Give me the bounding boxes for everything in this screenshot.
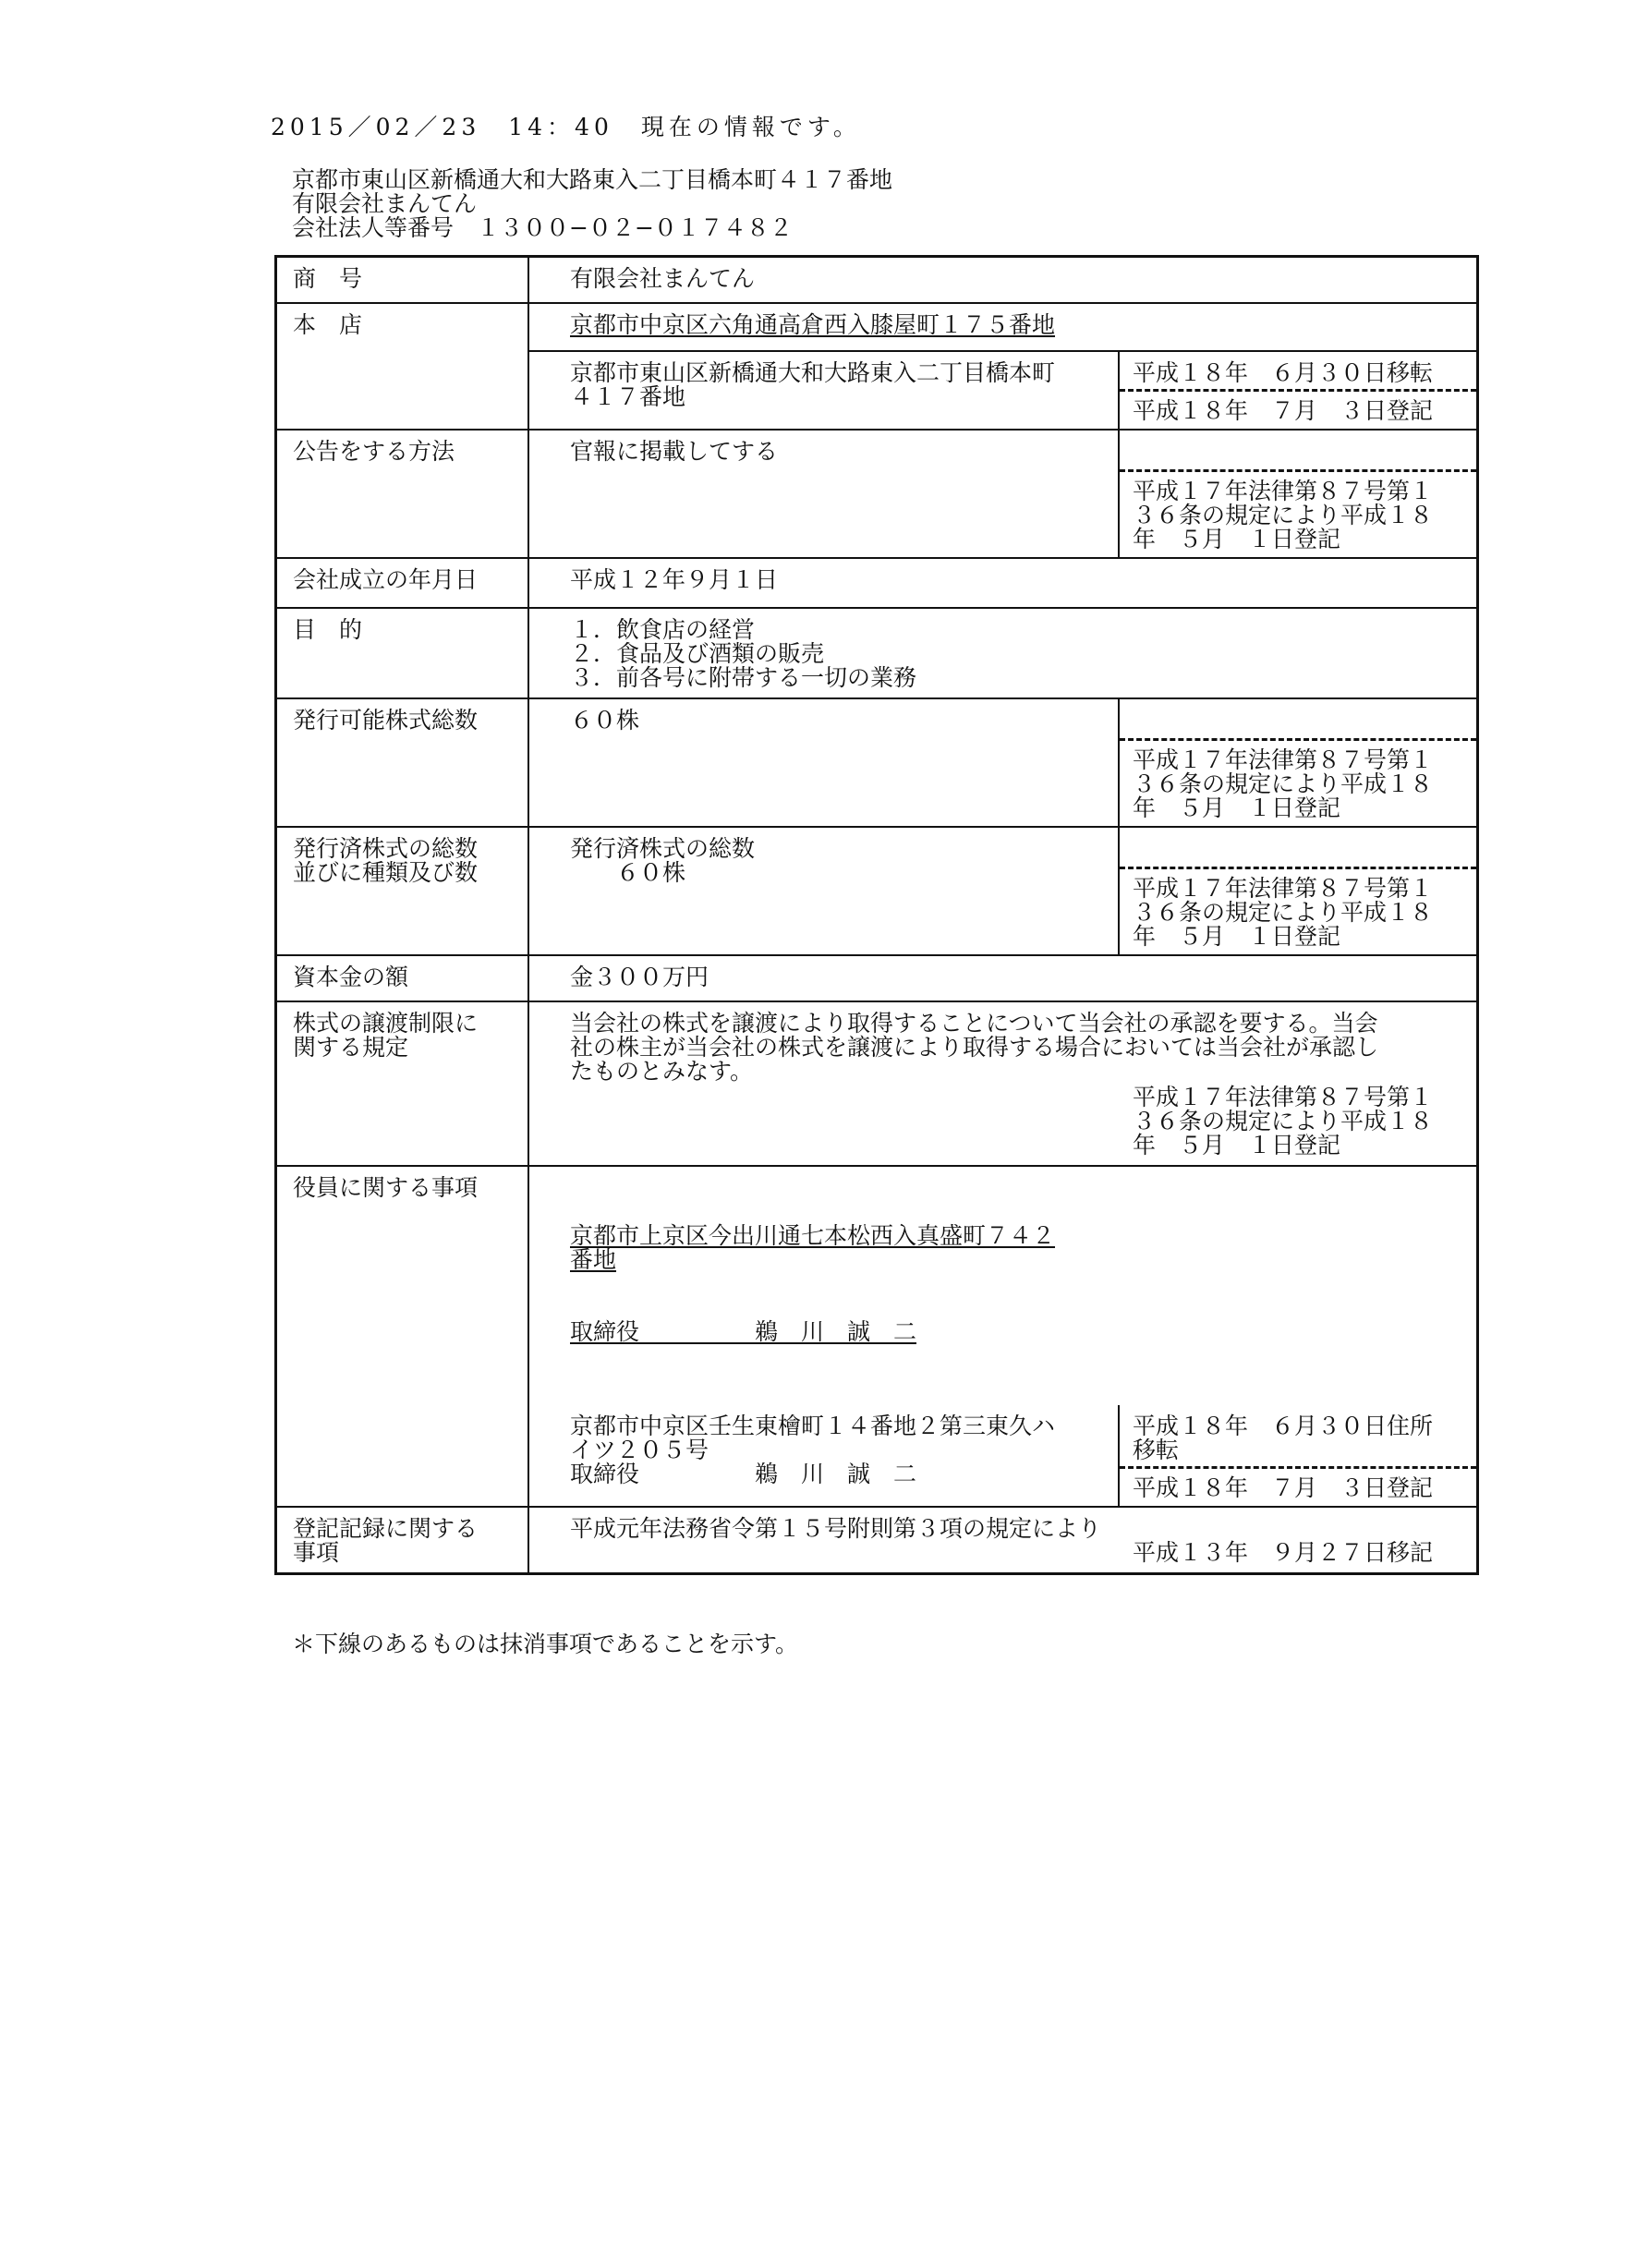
value-trade-name: 有限会社まんてん [570, 265, 756, 292]
cell-issued-shares [528, 827, 1478, 955]
label-transfer-restriction: 株式の譲渡制限に 関する規定 [276, 1001, 529, 1166]
row-head-office [276, 303, 1478, 430]
row-established [276, 558, 1478, 608]
cell-public-notice [528, 430, 1478, 558]
value-authorized-shares: ６０株 [570, 707, 640, 734]
row-officers [276, 1166, 1478, 1507]
label-records: 登記記録に関する 事項 [276, 1507, 529, 1574]
officers-old [529, 1167, 1476, 1405]
header-company-name: 有限会社まんてん [292, 190, 478, 217]
head-office-old-address: 京都市中京区六角通高倉西入膝屋町１７５番地 [570, 311, 1056, 338]
footnote: ＊下線のあるものは抹消事項であることを示す。 [292, 1631, 799, 1657]
row-trade-name [276, 257, 1478, 304]
officers-dates [1118, 1405, 1476, 1506]
cell-purpose [528, 608, 1478, 698]
label-public-notice: 公告をする方法 [276, 430, 529, 558]
label-trade-name: 商 号 [276, 257, 529, 304]
label-head-office: 本 店 [276, 303, 529, 430]
cell-officers [528, 1166, 1478, 1507]
transfer-restriction-date: 平成１７年法律第８７号第１ ３６条の規定により平成１８ 年 ５月 １日登記 [1133, 1084, 1434, 1158]
print-timestamp: 2015／02／23 14：40 現在の情報です。 [271, 114, 861, 140]
header-corporate-number: 会社法人等番号 １３００−０２−０１７４８２ [292, 214, 793, 241]
head-office-new-address: 京都市東山区新橋通大和大路東入二丁目橋本町 ４１７番地 [570, 359, 1056, 410]
value-transfer-restriction: 当会社の株式を譲渡により取得することについて当会社の承認を要する。当会 社の株主が当会社の株式を譲渡により取得する場合においては当会社が承認し たものとみなす。 [570, 1010, 1379, 1085]
cell-records [528, 1507, 1478, 1574]
head-office-registration-date: 平成１８年 ７月 ３日登記 [1120, 389, 1476, 429]
officer-move-date: 平成１８年 ６月３０日住所 移転 [1133, 1413, 1434, 1463]
issued-shares-date-blank [1120, 828, 1476, 867]
transfer-restriction-date-wrap [529, 1085, 1476, 1165]
head-office-new [529, 350, 1476, 429]
cell-head-office [528, 303, 1478, 430]
officers-old-block [529, 1167, 1476, 1405]
authorized-shares-date-blank [1120, 699, 1476, 738]
authorized-shares-registration: 平成１７年法律第８７号第１ ３６条の規定により平成１８ 年 ５月 １日登記 [1120, 738, 1476, 826]
value-issued-shares: 発行済株式の総数 ６０株 [570, 835, 756, 886]
row-purpose [276, 608, 1478, 698]
label-officers: 役員に関する事項 [276, 1166, 529, 1507]
head-office-dates [1118, 352, 1476, 429]
cell-capital [528, 955, 1478, 1001]
issued-shares-sub [529, 828, 1476, 954]
authorized-shares-dates [1118, 699, 1476, 826]
public-notice-dates [1118, 431, 1476, 557]
registry-table [274, 255, 1479, 1575]
value-public-notice: 官報に掲載してする [570, 438, 779, 465]
officers-new [529, 1405, 1476, 1506]
records-date-wrap [529, 1541, 1476, 1572]
row-public-notice [276, 430, 1478, 558]
value-purpose: １．飲食店の経営 ２．食品及び酒類の販売 ３．前各号に附帯する一切の業務 [570, 616, 917, 691]
authorized-shares-sub [529, 699, 1476, 826]
row-authorized-shares [276, 698, 1478, 827]
records-date: 平成１３年 ９月２７日移記 [1133, 1539, 1434, 1566]
officer-new-address: 京都市中京区壬生東檜町１４番地２第三東久ハ イツ２０５号 取締役 鵜 川 誠 二 [570, 1413, 1056, 1487]
public-notice-sub [529, 431, 1476, 557]
value-capital: 金３００万円 [570, 964, 709, 990]
value-established: 平成１２年９月１日 [570, 566, 779, 593]
label-purpose: 目 的 [276, 608, 529, 698]
head-office-move-date: 平成１８年 ６月３０日移転 [1133, 359, 1434, 386]
officer-old-address: 京都市上京区今出川通七本松西入真盛町７４２ 番地 [570, 1222, 1056, 1273]
value-records: 平成元年法務省令第１５号附則第３項の規定により [570, 1515, 1102, 1542]
label-authorized-shares: 発行可能株式総数 [276, 698, 529, 827]
public-notice-registration: 平成１７年法律第８７号第１ ３６条の規定により平成１８ 年 ５月 １日登記 [1120, 469, 1476, 557]
officer-registration-date: 平成１８年 ７月 ３日登記 [1120, 1466, 1476, 1506]
header-address: 京都市東山区新橋通大和大路東入二丁目橋本町４１７番地 [292, 166, 893, 193]
row-records [276, 1507, 1478, 1574]
cell-trade-name [528, 257, 1478, 304]
issued-shares-dates [1118, 828, 1476, 954]
label-issued-shares: 発行済株式の総数 並びに種類及び数 [276, 827, 529, 955]
public-notice-date-blank [1120, 431, 1476, 469]
row-issued-shares [276, 827, 1478, 955]
officer-old-role: 取締役 鵜 川 誠 二 [570, 1318, 917, 1345]
head-office-old [529, 304, 1476, 350]
cell-transfer-restriction [528, 1001, 1478, 1166]
row-capital [276, 955, 1478, 1001]
row-transfer-restriction [276, 1001, 1478, 1166]
label-established: 会社成立の年月日 [276, 558, 529, 608]
issued-shares-registration: 平成１７年法律第８７号第１ ３６条の規定により平成１８ 年 ５月 １日登記 [1120, 867, 1476, 954]
label-capital: 資本金の額 [276, 955, 529, 1001]
cell-authorized-shares [528, 698, 1478, 827]
cell-established [528, 558, 1478, 608]
